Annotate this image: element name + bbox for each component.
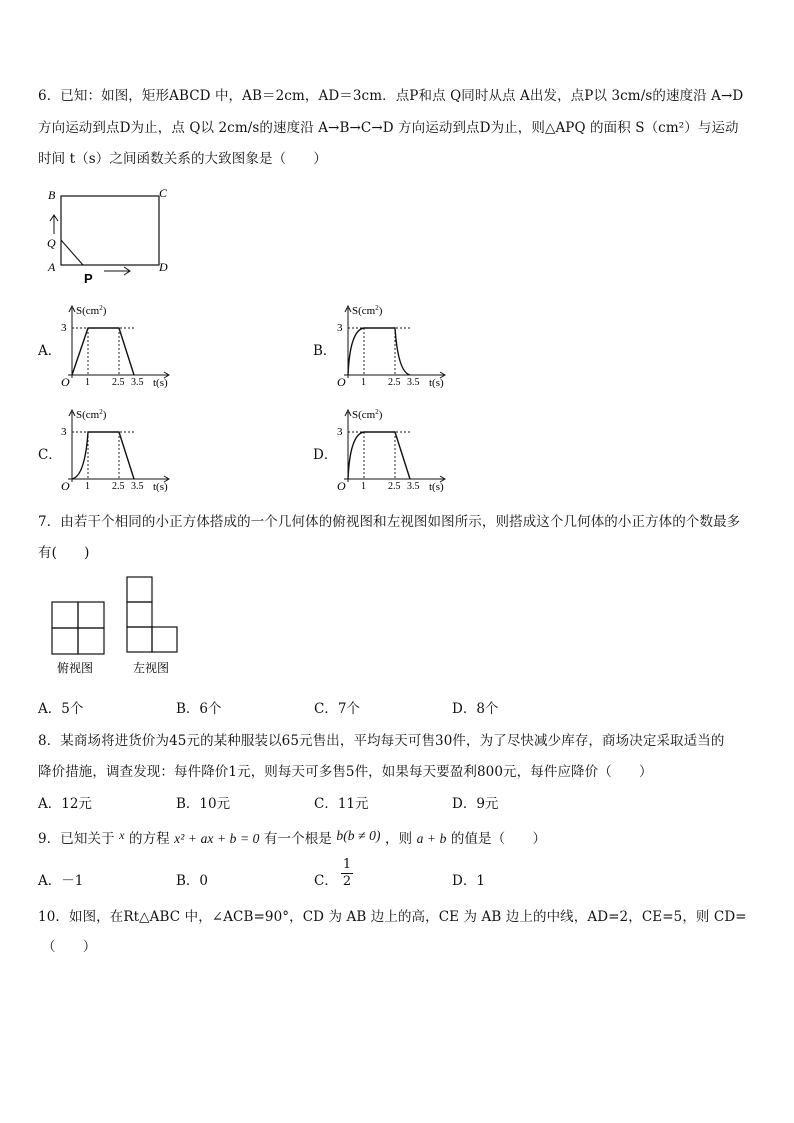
q10-line-2: （ ） bbox=[42, 939, 97, 955]
label-c: C bbox=[159, 186, 168, 200]
x-tick-1-d: 1 bbox=[361, 481, 366, 492]
x-tick-35-d: 3.5 bbox=[407, 481, 420, 492]
x-tick-35-a: 3.5 bbox=[131, 377, 144, 388]
q8-option-b[interactable]: B．10元 bbox=[176, 796, 231, 812]
graph-a bbox=[58, 300, 188, 388]
q8-line-2: 降价措施，调查发现：每件降价1元，则每天可多售5件，如果每天要盈利800元，每件应降价（ ） bbox=[38, 764, 653, 780]
q9-suffix: 的值是（ ） bbox=[450, 831, 547, 847]
q9-var-x: x bbox=[119, 828, 125, 842]
x-tick-25-d: 2.5 bbox=[388, 481, 401, 492]
y-tick-3-d: 3 bbox=[337, 426, 343, 438]
q9-option-d[interactable]: D．1 bbox=[452, 873, 485, 889]
q6-line-1: 6．已知：如图，矩形ABCD 中，AB＝2cm，AD＝3cm．点P和点 Q同时从点 A出发，点P以 3cm/s的速度沿 A→D bbox=[38, 88, 744, 104]
s-axis-label-c: $S(cm^2)$ bbox=[76, 408, 107, 421]
t-axis-label-b: t(s) bbox=[429, 377, 444, 388]
top-view bbox=[52, 602, 104, 654]
origin-a: O bbox=[61, 375, 70, 388]
q6-line-2: 方向运动到点D为止，点 Q以 2cm/s的速度沿 A→B→C→D 方向运动到点D为止，则△APQ 的面积 S（cm²）与运动 bbox=[38, 120, 739, 136]
q9-mid2: 有一个根是 bbox=[263, 831, 332, 847]
fraction-denominator: 2 bbox=[342, 874, 352, 889]
graph-c bbox=[58, 404, 188, 492]
q9-prefix: 9．已知关于 bbox=[38, 831, 115, 847]
q9-expr: a + b bbox=[416, 831, 447, 846]
q6-option-c-label[interactable]: C． bbox=[38, 447, 62, 463]
q8-line-1: 8．某商场将进货价为45元的某种服装以65元售出，平均每天可售30件，为了尽快减少库存，商场决定采取适当的 bbox=[38, 733, 725, 749]
q9-mid3: ，则 bbox=[384, 831, 413, 847]
q7-line-1: 7．由若干个相同的小正方体搭成的一个几何体的俯视图和左视图如图所示，则搭成这个几何体的小正方体的个数最多 bbox=[38, 514, 741, 530]
q7-option-c[interactable]: C．7个 bbox=[314, 701, 360, 717]
q9-root: b(b ≠ 0) bbox=[336, 828, 381, 843]
graph-b bbox=[334, 300, 464, 388]
q9-mid1: 的方程 bbox=[128, 831, 170, 847]
s-axis-label-a: $S(cm^2)$ bbox=[76, 304, 107, 317]
q9-option-c[interactable]: C． bbox=[314, 873, 338, 889]
q10-line-1: 10．如图，在Rt△ABC 中，∠ACB=90°，CD 为 AB 边上的高，CE 为 AB 边上的中线，AD=2，CE=5，则 CD= bbox=[38, 909, 747, 925]
x-tick-1-b: 1 bbox=[361, 377, 366, 388]
s-axis-label-b: $S(cm^2)$ bbox=[352, 304, 383, 317]
label-p: P bbox=[84, 271, 93, 286]
origin-d: O bbox=[337, 479, 346, 492]
t-axis-label-c: t(s) bbox=[153, 481, 168, 492]
left-view bbox=[127, 577, 177, 652]
label-q: Q bbox=[47, 236, 56, 250]
q8-option-d[interactable]: D．9元 bbox=[452, 796, 499, 812]
q7-option-b[interactable]: B．6个 bbox=[176, 701, 222, 717]
rectangle-figure bbox=[44, 182, 184, 292]
q9-equation: x² + ax + b = 0 bbox=[174, 831, 260, 846]
y-tick-3-c: 3 bbox=[61, 426, 67, 438]
x-tick-25-a: 2.5 bbox=[112, 377, 125, 388]
label-b: B bbox=[48, 188, 56, 202]
q9-option-c-fraction bbox=[341, 858, 353, 889]
x-tick-35-c: 3.5 bbox=[131, 481, 144, 492]
views-figure bbox=[48, 574, 188, 679]
q6-line-3: 时间 t（s）之间函数关系的大致图象是（ ） bbox=[38, 151, 327, 167]
q9-line bbox=[38, 827, 546, 847]
x-tick-25-c: 2.5 bbox=[112, 481, 125, 492]
fraction-numerator: 1 bbox=[342, 857, 352, 872]
x-tick-25-b: 2.5 bbox=[388, 377, 401, 388]
origin-c: O bbox=[61, 479, 70, 492]
t-axis-label-d: t(s) bbox=[429, 481, 444, 492]
s-axis-label-d: $S(cm^2)$ bbox=[352, 408, 383, 421]
y-tick-3-b: 3 bbox=[337, 322, 343, 334]
y-tick-3-a: 3 bbox=[61, 322, 67, 334]
q9-option-b[interactable]: B．0 bbox=[176, 873, 209, 889]
x-tick-1-a: 1 bbox=[85, 377, 90, 388]
q7-option-a[interactable]: A．5个 bbox=[38, 701, 84, 717]
x-tick-1-c: 1 bbox=[85, 481, 90, 492]
left-view-label: 左视图 bbox=[133, 661, 170, 675]
q8-option-c[interactable]: C．11元 bbox=[314, 796, 369, 812]
label-a: A bbox=[48, 260, 56, 274]
q7-line-2: 有( ) bbox=[38, 545, 90, 561]
q7-option-d[interactable]: D．8个 bbox=[452, 701, 499, 717]
t-axis-label-a: t(s) bbox=[153, 377, 168, 388]
q6-option-d-label[interactable]: D． bbox=[313, 447, 338, 463]
q9-option-a[interactable]: A．－1 bbox=[38, 873, 84, 889]
origin-b: O bbox=[337, 375, 346, 388]
q6-option-a-label[interactable]: A． bbox=[38, 343, 62, 359]
x-tick-35-b: 3.5 bbox=[407, 377, 420, 388]
label-d: D bbox=[159, 260, 168, 274]
q8-option-a[interactable]: A．12元 bbox=[38, 796, 92, 812]
q6-option-b-label[interactable]: B． bbox=[313, 343, 337, 359]
top-view-label: 俯视图 bbox=[57, 661, 94, 675]
graph-d bbox=[334, 404, 464, 492]
